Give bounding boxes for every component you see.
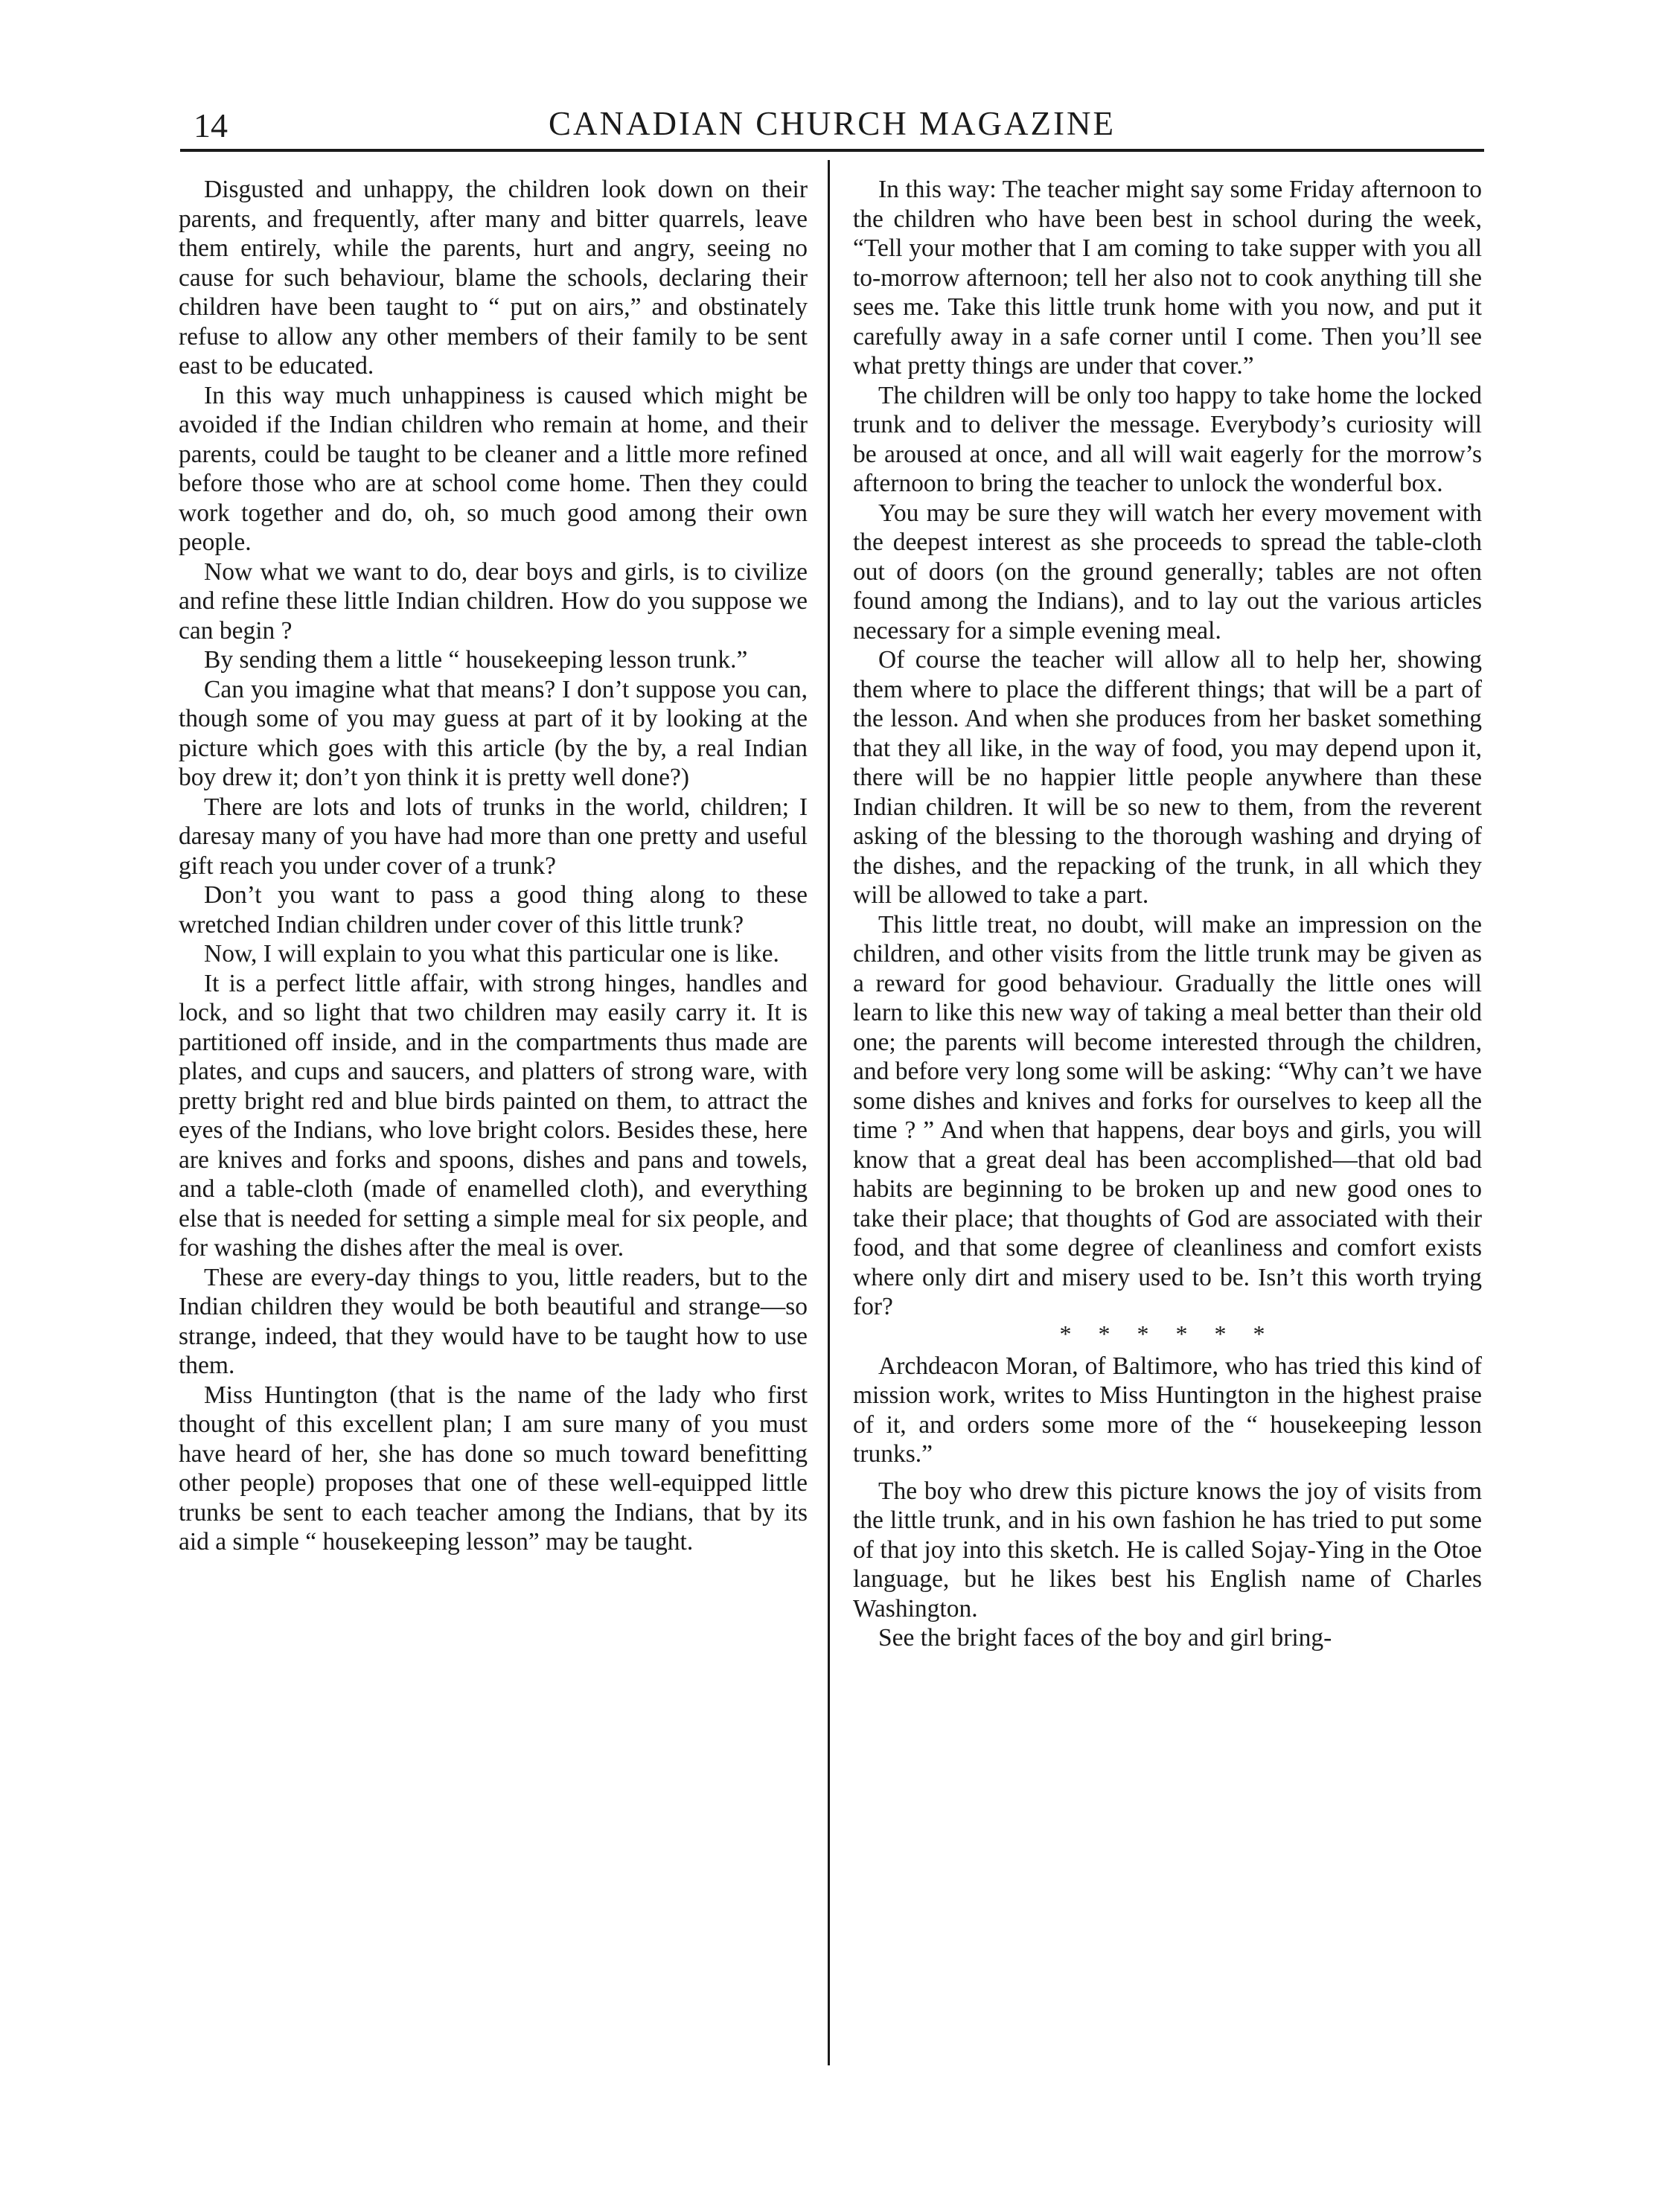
paragraph: It is a perfect little affair, with strong hinges, handles and lock, and so light that two children may easily carry it. It is partitioned off inside, and in the compartments thus made are plates, and cups and saucers, and platters of strong ware, with pretty bright red and blue birds painted on them, to attract the eyes of the Indians, who love bright colors. Besides these, here are knives and forks and spoons, dishes and pans and towels, and a table-cloth (made of enamelled cloth), and everything else that is needed for setting a simple meal for six people, and for washing the dishes after the meal is over. bbox=[179, 969, 808, 1262]
left-column bbox=[179, 175, 808, 1557]
right-column bbox=[853, 175, 1482, 1653]
paragraph: Disgusted and unhappy, the children look down on their parents, and frequently, after many and bitter quarrels, leave them entirely, while the parents, hurt and angry, seeing no cause for such behaviour, blame the schools, declaring their children have been taught to “ put on airs,” and obstinately refuse to allow any other members of their family to be sent east to be educated. bbox=[179, 176, 808, 380]
column-divider bbox=[828, 160, 830, 2065]
page-header bbox=[180, 104, 1484, 149]
paragraph: Don’t you want to pass a good thing along to these wretched Indian children under cover of this little trunk? bbox=[179, 881, 808, 939]
paragraph: By sending them a little “ housekeeping lesson trunk.” bbox=[204, 646, 748, 674]
header-rule bbox=[180, 149, 1484, 152]
paragraph: In this way much unhappiness is caused which might be avoided if the Indian children who remain at home, and their parents, could be taught to be cleaner and a little more refined before those who are at school come home. Then they could work together and do, oh, so much good among their own people. bbox=[179, 381, 808, 556]
page-number: 14 bbox=[194, 106, 228, 144]
paragraph: These are every-day things to you, little readers, but to the Indian children they would be both beautiful and strange—so strange, indeed, that they would have to be taught how to use them. bbox=[179, 1263, 808, 1379]
paragraph: Now, I will explain to you what this particular one is like. bbox=[204, 940, 779, 968]
paragraph: Miss Huntington (that is the name of the lady who first thought of this excellent plan; I am sure many of you must have heard of her, she has done so much toward benefitting other people) proposes that one of these well-equipped little trunks be sent to each teacher among the Indians, that by its aid a simple “ housekeeping lesson” may be taught. bbox=[179, 1381, 808, 1556]
section-break-asterisks: * * * * * * bbox=[1059, 1320, 1276, 1347]
paragraph: In this way: The teacher might say some Friday afternoon to the children who have been best in school during the week, “Tell your mother that I am coming to take supper with you all to-morrow afternoon; tell her also not to cook anything till she sees me. Take this little trunk home with you now, and put it carefully away in a safe corner until I come. Then you’ll see what pretty things are under that cover.” bbox=[853, 176, 1482, 380]
paragraph: The children will be only too happy to take home the locked trunk and to deliver the message. Everybody’s curiosity will be aroused at once, and all will wait eagerly for the morrow’s afternoon to bring the teacher to unlock the wonderful box. bbox=[853, 381, 1482, 497]
paragraph: See the bright faces of the boy and girl bring- bbox=[878, 1624, 1332, 1652]
paragraph: There are lots and lots of trunks in the world, children; I daresay many of you have had more than one pretty and useful gift reach you under cover of a trunk? bbox=[179, 793, 808, 880]
paragraph: Now what we want to do, dear boys and girls, is to civilize and refine these little Indian children. How do you suppose we can begin ? bbox=[179, 557, 808, 645]
paragraph: Can you imagine what that means? I don’t suppose you can, though some of you may guess at part of it by looking at the picture which goes with this article (by the by, a real Indian boy drew it; don’t yon think it is pretty well done?) bbox=[179, 675, 808, 791]
paragraph: Archdeacon Moran, of Baltimore, who has tried this kind of mission work, writes to Miss Huntington in the highest praise of it, and orders some more of the “ housekeeping lesson trunks.” bbox=[853, 1352, 1482, 1468]
paragraph: Of course the teacher will allow all to help her, showing them where to place the different things; that will be a part of the lesson. And when she produces from her basket something that they all like, in the way of food, you may depend upon it, there will be no happier little people anywhere than these Indian children. It will be so new to them, from the reverent asking of the blessing to the thorough washing and drying of the dishes, and the repacking of the trunk, in all which they will be allowed to take a part. bbox=[853, 646, 1482, 909]
paragraph: You may be sure they will watch her every movement with the deepest interest as she proceeds to spread the table-cloth out of doors (on the ground generally; tables are not often found among the Indians), and to lay out the various articles necessary for a simple evening meal. bbox=[853, 499, 1482, 645]
running-title: CANADIAN CHURCH MAGAZINE bbox=[549, 105, 1116, 142]
paragraph: This little treat, no doubt, will make an impression on the children, and other visits from the little trunk may be given as a reward for good behaviour. Gradually the little ones will learn to like this new way of taking a meal better than their old one; the parents will become interested through the children, and before very long some will be asking: “Why can’t we have some dishes and knives and forks for ourselves to keep all the time ? ” And when that happens, dear boys and girls, you will know that a great deal has been accomplished—that old bad habits are beginning to be broken up and new good ones to take their place; that thoughts of God are associated with their food, and that some degree of cleanliness and comfort exists where only dirt and misery used to be. Isn’t this worth trying for? bbox=[853, 910, 1482, 1320]
paragraph: The boy who drew this picture knows the joy of visits from the little trunk, and in his own fashion he has tried to put some of that joy into this sketch. He is called Sojay-Ying in the Otoe language, but he likes best his English name of Charles Washington. bbox=[853, 1477, 1482, 1623]
